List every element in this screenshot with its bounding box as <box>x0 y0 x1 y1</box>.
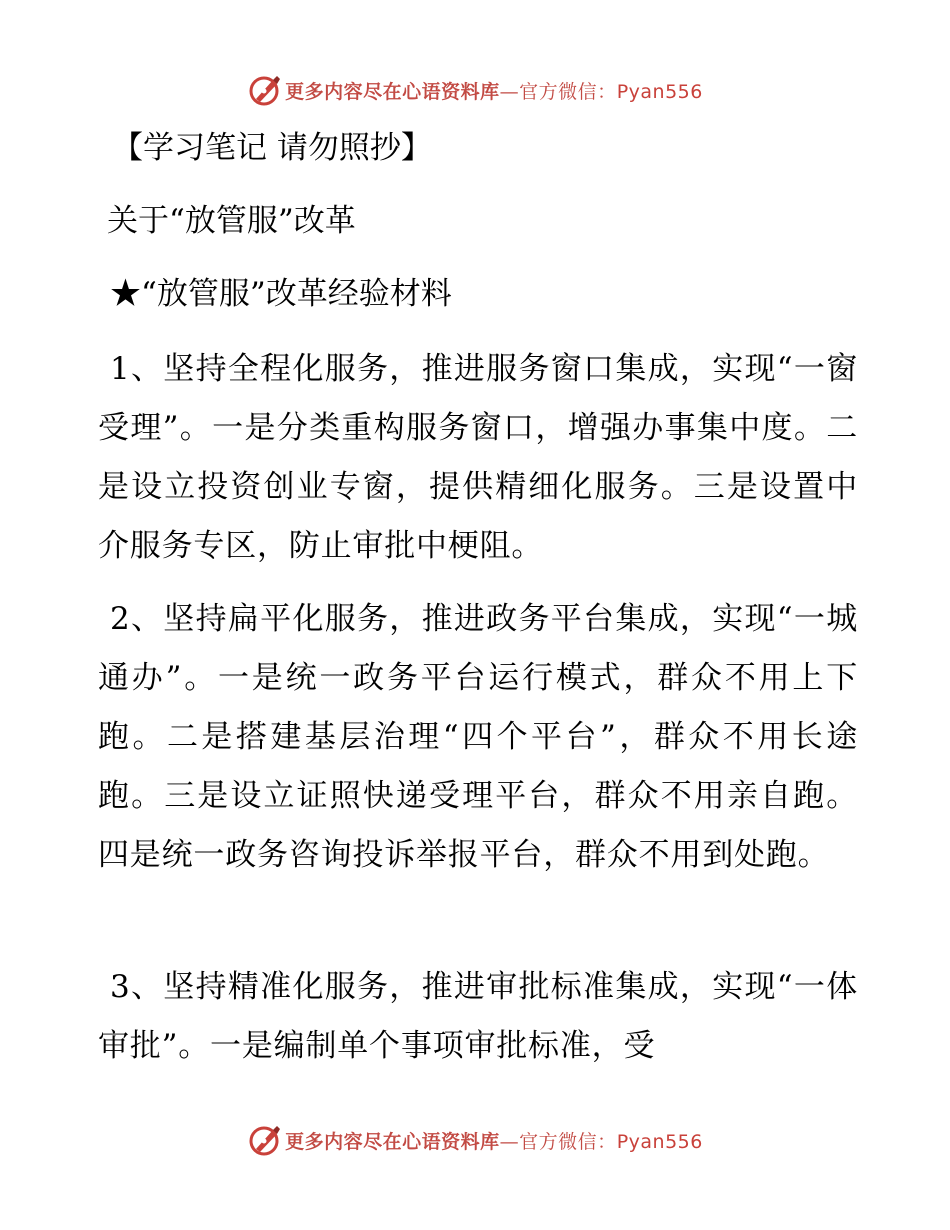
paragraph-3: 3、坚持精准化服务，推进审批标准集成，实现“一体审批”。一是编制单个事项审批标准，受 <box>98 969 858 1064</box>
paragraph-2: 2、坚持扁平化服务，推进政务平台集成，实现“一城通办”。一是统一政务平台运行模式，群众不用上下跑。二是搭建基层治理“四个平台”，群众不用长途跑。三是设立证照快递受理平台，群众不用亲自跑。四是统一政务咨询投诉举报平台，群众不用到处跑。 <box>98 601 858 873</box>
watermark-footer <box>0 1120 950 1160</box>
study-note-heading: 【学习笔记 请勿照抄】 <box>112 130 432 166</box>
pen-logo-icon <box>247 1122 283 1158</box>
section-title: ★“放管服”改革经验材料 <box>110 276 452 312</box>
watermark-wechat-id: Pyan556 <box>616 80 703 103</box>
topic-title: 关于“放管服”改革 <box>107 203 356 239</box>
watermark-wechat-id: Pyan556 <box>616 1130 703 1153</box>
watermark-label: —官方微信： <box>499 1130 617 1153</box>
watermark-brand: 更多内容尽在心语资料库 <box>285 80 500 103</box>
pen-logo-icon <box>247 72 283 108</box>
watermark-brand: 更多内容尽在心语资料库 <box>285 1130 500 1153</box>
paragraph-1: 1、坚持全程化服务，推进服务窗口集成，实现“一窗受理”。一是分类重构服务窗口，增强办事集中度。二是设立投资创业专窗，提供精细化服务。三是设置中介服务专区，防止审批中梗阻。 <box>98 351 858 564</box>
watermark-label: —官方微信： <box>499 80 617 103</box>
watermark-header <box>0 70 950 110</box>
